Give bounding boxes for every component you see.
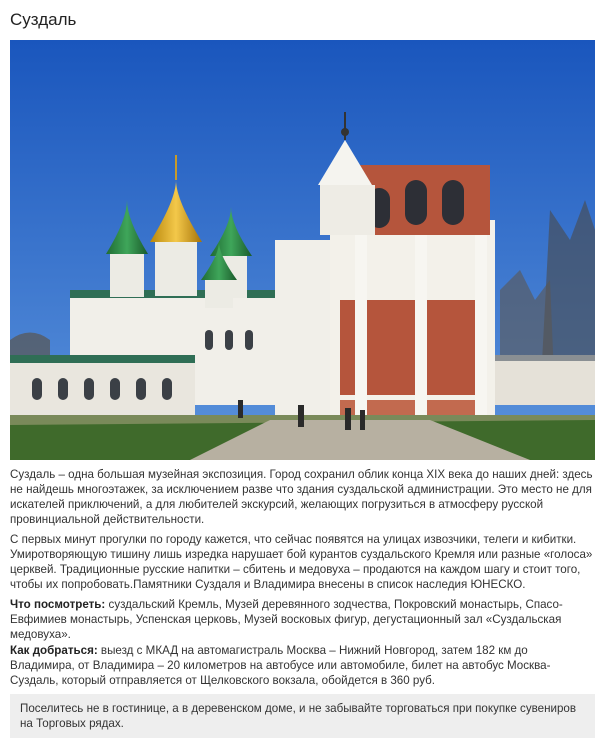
monastery-photo — [10, 40, 595, 460]
see-label: Что посмотреть: — [10, 598, 106, 611]
intro-paragraph: Суздаль – одна большая музейная экспозиция. Город сохранил облик конца XIX века до наших дней: здесь не найдешь многоэтажек, за исключением разве что здания суздальской администрации. Это место не для искателей приключений, а для любителей экскурсий, желающих погрузиться в атмосферу русской провинциальной действительности. — [10, 468, 593, 526]
tip-box: Поселитесь не в гостинице, а в деревенском доме, и не забывайте торговаться при покупке сувениров на Торговых рядах. — [10, 694, 595, 738]
getting-paragraph — [10, 643, 595, 688]
see-paragraph — [10, 597, 595, 642]
getting-text: выезд с МКАД на автомагистраль Москва – Нижний Новгород, затем 182 км до Владимира, от Владимира – 20 километров на автобусе или автомобиле, билет на автобус Москва-Суздаль, который отправляется от Щелковского вокзала, обойдется в 360 руб. — [10, 644, 551, 687]
walk-paragraph: С первых минут прогулки по городу кажется, что сейчас появятся на улицах извозчики, телеги и кибитки. Умиротворяющую тишину лишь изредка нарушает бой курантов суздальского Кремля или разные «голоса» церквей. Традиционные русские напитки – сбитень и медовуха – продаются на каждом шагу и стоит того, чтобы их попробовать.Памятники Суздаля и Владимира внесены в список наследия ЮНЕСКО. — [10, 533, 593, 591]
getting-label: Как добраться: — [10, 644, 98, 657]
page-title: Суздаль — [10, 10, 77, 29]
see-text: суздальский Кремль, Музей деревянного зодчества, Покровский монастырь, Спасо-Евфимиев монастырь, Успенская церковь, Музей восковых фигур, дегустационный зал «Суздальская медовуха». — [10, 598, 563, 641]
